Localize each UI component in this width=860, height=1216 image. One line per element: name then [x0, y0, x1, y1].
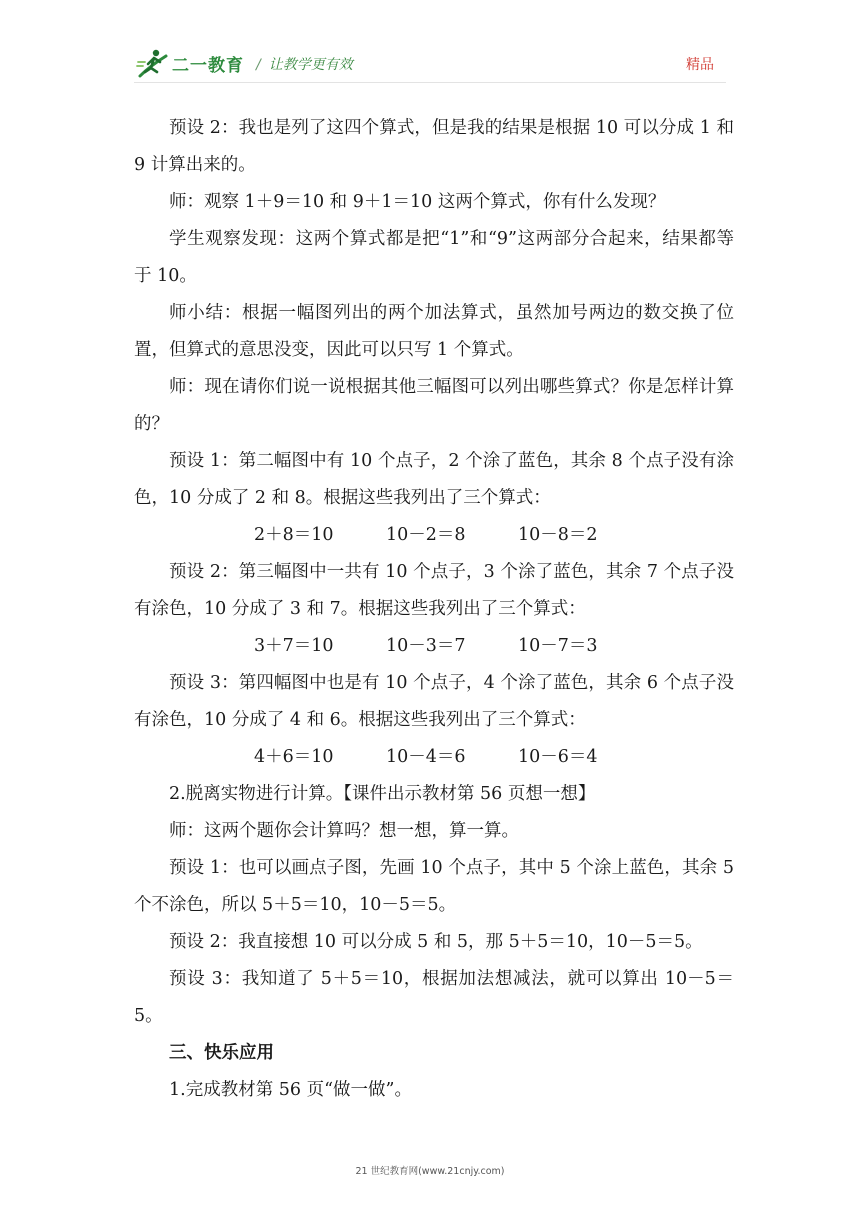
equation: 10－7＝3: [518, 636, 598, 656]
site-logo[interactable]: [136, 46, 244, 80]
paragraph: 学生观察发现：这两个算式都是把“1”和“9”这两部分合起来，结果都等于 10。: [134, 229, 734, 286]
paragraph: 师：观察 1＋9＝10 和 9＋1＝10 这两个算式，你有什么发现？: [169, 192, 666, 212]
paragraph: 1.完成教材第 56 页“做一做”。: [169, 1080, 412, 1100]
paragraph: 2.脱离实物进行计算。【课件出示教材第 56 页想一想】: [169, 784, 596, 804]
slogan-text: 让教学更有效: [268, 57, 353, 73]
paragraph: 预设 3：我知道了 5＋5＝10，根据加法想减法，就可以算出 10－5＝5。: [134, 969, 734, 1026]
paragraph: 预设 3：第四幅图中也是有 10 个点子，4 个涂了蓝色，其余 6 个点子没有涂色，10 分成了 4 和 6。根据这些我列出了三个算式：: [134, 673, 734, 730]
equation: 10－8＝2: [518, 525, 598, 545]
paragraph: 预设 2：我也是列了这四个算式，但是我的结果是根据 10 可以分成 1 和 9 计算出来的。: [134, 118, 734, 175]
equation: 10－6＝4: [518, 747, 598, 767]
equation: 10－3＝7: [386, 636, 466, 656]
equation: 10－4＝6: [386, 747, 466, 767]
paragraph: 预设 1：也可以画点子图，先画 10 个点子，其中 5 个涂上蓝色，其余 5 个不涂色，所以 5＋5＝10，10－5＝5。: [134, 858, 734, 915]
paragraph: 师：现在请你们说一说根据其他三幅图可以列出哪些算式？你是怎样计算的？: [134, 377, 734, 434]
document-body: [134, 110, 734, 1109]
paragraph: 预设 2：第三幅图中一共有 10 个点子，3 个涂了蓝色，其余 7 个点子没有涂色，10 分成了 3 和 7。根据这些我列出了三个算式：: [134, 562, 734, 619]
equation: 2＋8＝10: [254, 525, 334, 545]
slogan-separator: /: [256, 57, 261, 73]
equation: 4＋6＝10: [254, 747, 334, 767]
page-footer: 21 世纪教育网(www.21cnjy.com): [355, 1166, 505, 1177]
paragraph: 师小结：根据一幅图列出的两个加法算式，虽然加号两边的数交换了位置，但算式的意思没变，因此可以只写 1 个算式。: [134, 303, 734, 360]
paragraph: 师：这两个题你会计算吗？想一想，算一算。: [169, 821, 519, 841]
logo-text: 二一教育: [172, 55, 244, 76]
section-heading: 三、快乐应用: [169, 1043, 274, 1063]
equation: 3＋7＝10: [254, 636, 334, 656]
paragraph: 预设 1：第二幅图中有 10 个点子，2 个涂了蓝色，其余 8 个点子没有涂色，10 分成了 2 和 8。根据这些我列出了三个算式：: [134, 451, 734, 508]
header-divider: [134, 82, 726, 83]
equation: 10－2＝8: [386, 525, 466, 545]
equation-row: [134, 739, 734, 776]
quality-badge: 精品: [686, 57, 714, 73]
site-slogan: [256, 54, 353, 74]
page-header: [0, 0, 860, 90]
paragraph: 预设 2：我直接想 10 可以分成 5 和 5，那 5＋5＝10，10－5＝5。: [169, 932, 703, 952]
equation-row: [134, 628, 734, 665]
runner-logo-icon: [136, 46, 170, 80]
equation-row: [134, 517, 734, 554]
